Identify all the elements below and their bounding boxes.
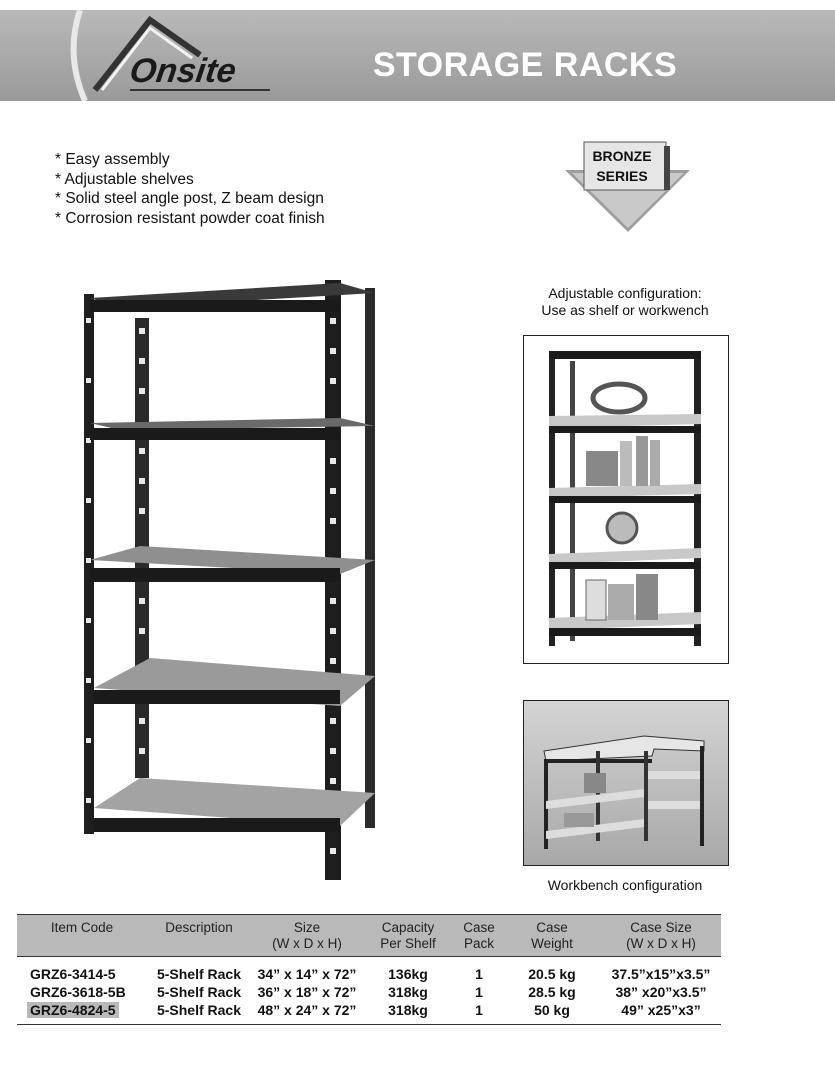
size-cell: 34” x 14” x 72”: [257, 966, 357, 982]
header-case-size: Case Size (W x D x H): [626, 920, 696, 951]
feature-item: * Corrosion resistant powder coat finish: [55, 209, 325, 227]
shelf-configuration-photo: [523, 335, 729, 664]
case-pack-cell: 1: [475, 966, 483, 982]
case-size-cell: 49” x25”x3”: [621, 1002, 701, 1018]
workbench-configuration-photo: [523, 700, 729, 866]
table-row: [17, 1002, 721, 1020]
feature-list: [55, 150, 325, 228]
capacity-cell: 136kg: [388, 966, 428, 982]
configuration-caption: [500, 285, 750, 319]
shelf-with-items-image: [524, 336, 727, 662]
header-case-weight: Case Weight: [531, 920, 573, 951]
spec-table-header: [17, 914, 721, 957]
workbench-image: [524, 701, 728, 865]
description-cell: 5-Shelf Rack: [156, 984, 242, 1000]
item-code-cell: GRZ6-3618-5B: [30, 984, 126, 1000]
storage-rack-image: [80, 278, 382, 884]
case-size-cell: 37.5”x15”x3.5”: [611, 966, 711, 982]
case-weight-cell: 50 kg: [534, 1002, 570, 1018]
description-cell: 5-Shelf Rack: [156, 966, 242, 982]
item-code-cell: GRZ6-3414-5: [30, 966, 116, 982]
header-item-code: Item Code: [50, 920, 114, 935]
badge-label: BRONZE: [592, 148, 652, 164]
size-cell: 48” x 24” x 72”: [257, 1002, 357, 1018]
description-cell: 5-Shelf Rack: [156, 1002, 242, 1018]
case-pack-cell: 1: [475, 984, 483, 1000]
feature-item: * Solid steel angle post, Z beam design: [55, 190, 324, 207]
feature-item: * Easy assembly: [55, 151, 170, 168]
header-description: Description: [165, 920, 233, 935]
workbench-caption: Workbench configuration: [547, 877, 703, 893]
case-pack-cell: 1: [475, 1002, 483, 1018]
feature-item: * Adjustable shelves: [55, 170, 194, 188]
header-size: Size (W x D x H): [272, 920, 342, 951]
header-capacity: Capacity Per Shelf: [380, 920, 436, 951]
item-code-highlight: GRZ6-4824-5: [27, 1002, 119, 1018]
table-bottom-rule: [17, 1024, 721, 1025]
case-weight-cell: 20.5 kg: [528, 966, 576, 982]
capacity-cell: 318kg: [388, 984, 428, 1000]
size-cell: 36” x 18” x 72”: [257, 984, 357, 1000]
header-band: [0, 10, 835, 101]
table-row: [17, 966, 721, 984]
brand-name: Onsite: [127, 52, 239, 90]
case-weight-cell: 28.5 kg: [528, 984, 576, 1000]
badge-label: SERIES: [596, 168, 648, 184]
case-size-cell: 38” x20”x3.5”: [615, 984, 707, 1000]
header-case-pack: Case Pack: [463, 920, 495, 951]
page-title: STORAGE RACKS: [372, 46, 678, 84]
caption-line: Use as shelf or workwench: [541, 302, 709, 318]
table-row: [17, 984, 721, 1002]
item-code-cell: [30, 1002, 119, 1018]
capacity-cell: 318kg: [388, 1002, 428, 1018]
caption-line: Adjustable configuration:: [548, 285, 702, 301]
